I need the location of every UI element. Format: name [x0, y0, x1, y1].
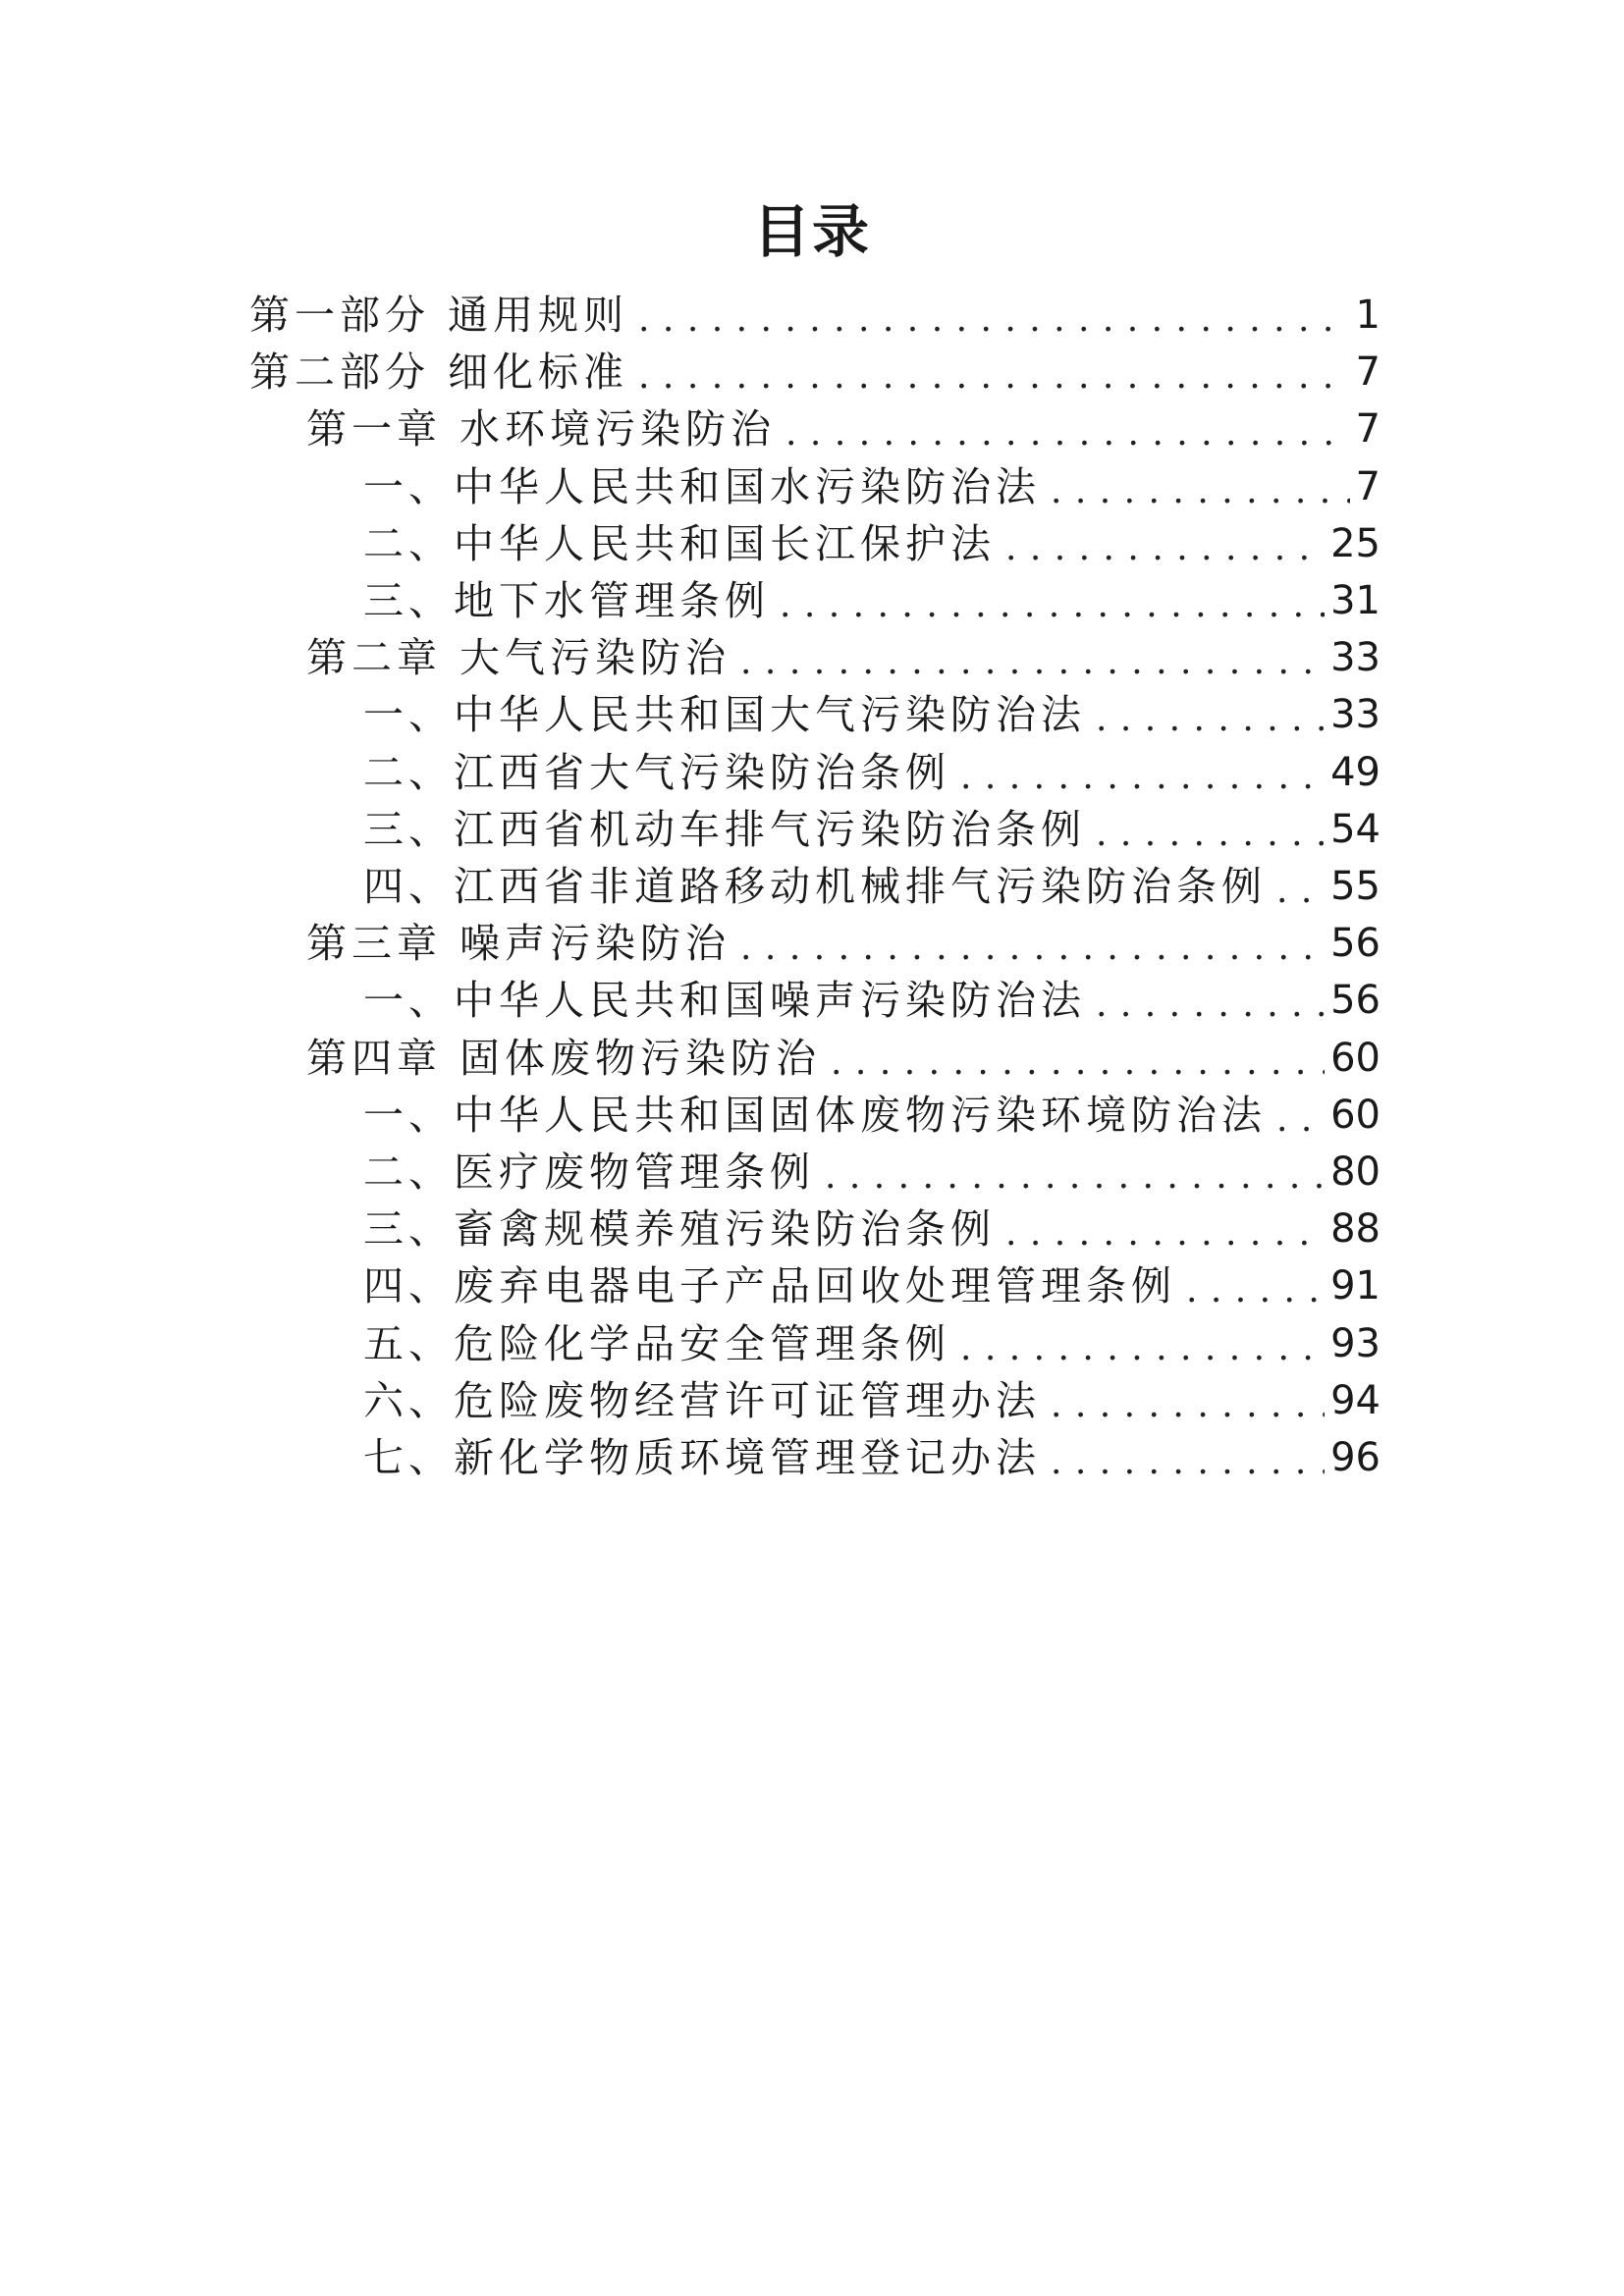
dot-leader — [1051, 1380, 1325, 1431]
toc-entry-page-number: 33 — [1330, 692, 1380, 737]
toc-entry-page-number: 49 — [1330, 750, 1380, 795]
dot-leader — [1096, 809, 1325, 860]
toc-entry[interactable] — [306, 913, 1380, 974]
dot-leader — [740, 637, 1325, 688]
toc-entry[interactable] — [363, 970, 1380, 1031]
toc-entry-page-number: 94 — [1330, 1378, 1380, 1423]
toc-entry-label: 四、废弃电器电子产品回收处理管理条例 — [363, 1262, 1176, 1309]
toc-entry[interactable] — [363, 570, 1380, 631]
toc-entry[interactable] — [306, 1028, 1380, 1089]
dot-leader — [780, 580, 1325, 631]
toc-entry-page-number: 60 — [1330, 1093, 1380, 1138]
toc-entry-page-number: 31 — [1330, 578, 1380, 623]
toc-entry-label: 第三章 噪声污染防治 — [306, 920, 731, 967]
toc-entry-label: 一、中华人民共和国大气污染防治法 — [363, 691, 1086, 738]
toc-entry-page-number: 7 — [1355, 349, 1380, 395]
toc-entry-label: 三、畜禽规模养殖污染防治条例 — [363, 1205, 996, 1253]
dot-leader — [1186, 1265, 1325, 1316]
toc-entry[interactable] — [363, 1370, 1380, 1431]
toc-entry-label: 三、江西省机动车排气污染防治条例 — [363, 806, 1086, 853]
toc-entry-page-number: 1 — [1355, 293, 1380, 338]
dot-leader — [1051, 1437, 1325, 1488]
toc-entry-page-number: 60 — [1330, 1036, 1380, 1081]
toc-entry-page-number: 91 — [1330, 1263, 1380, 1308]
dot-leader — [785, 408, 1350, 459]
toc-entry[interactable] — [363, 856, 1380, 917]
toc-title: 目录 — [752, 198, 871, 265]
toc-entry-label: 四、江西省非道路移动机械排气污染防治条例 — [363, 863, 1267, 910]
toc-entry-label: 一、中华人民共和国固体废物污染环境防治法 — [363, 1092, 1267, 1139]
dot-leader — [825, 1151, 1325, 1202]
toc-entry[interactable] — [363, 1313, 1380, 1374]
toc-entry-page-number: 7 — [1355, 464, 1380, 509]
toc-entry-page-number: 33 — [1330, 635, 1380, 680]
toc-entry-page-number: 96 — [1330, 1435, 1380, 1480]
dot-leader — [638, 294, 1350, 346]
toc-entry-label: 六、危险废物经营许可证管理办法 — [363, 1377, 1041, 1424]
toc-entry-page-number: 56 — [1330, 921, 1380, 966]
dot-leader — [960, 1323, 1325, 1374]
toc-entry[interactable] — [363, 1427, 1380, 1488]
toc-entry-label: 三、地下水管理条例 — [363, 577, 770, 624]
toc-entry-label: 第一部分 通用规则 — [249, 292, 629, 339]
dot-leader — [1276, 866, 1325, 917]
toc-entry[interactable] — [363, 742, 1380, 803]
toc-entry-label: 第二章 大气污染防治 — [306, 634, 731, 681]
toc-entry-label: 二、医疗废物管理条例 — [363, 1148, 815, 1196]
toc-entry[interactable] — [249, 342, 1380, 402]
dot-leader — [1096, 694, 1325, 745]
toc-entry[interactable] — [363, 1142, 1380, 1202]
dot-leader — [831, 1038, 1325, 1089]
toc-entry[interactable] — [306, 399, 1380, 459]
toc-entry-page-number: 25 — [1330, 521, 1380, 566]
toc-entry-label: 二、江西省大气污染防治条例 — [363, 749, 950, 796]
dot-leader — [1096, 980, 1325, 1031]
toc-entry-page-number: 55 — [1330, 864, 1380, 909]
dot-leader — [1005, 523, 1325, 574]
toc-entry[interactable] — [363, 1199, 1380, 1259]
toc-entry-label: 第四章 固体废物污染防治 — [306, 1035, 822, 1082]
dot-leader — [960, 752, 1325, 803]
toc-entry-page-number: 80 — [1330, 1149, 1380, 1195]
toc-entry-label: 一、中华人民共和国水污染防治法 — [363, 463, 1041, 510]
toc-entry-page-number: 7 — [1355, 406, 1380, 452]
toc-entry[interactable] — [306, 627, 1380, 688]
toc-entry[interactable] — [249, 285, 1380, 346]
toc-entry[interactable] — [363, 684, 1380, 745]
toc-entry[interactable] — [363, 456, 1380, 517]
dot-leader — [1051, 466, 1350, 517]
toc-entry-label: 第一章 水环境污染防治 — [306, 405, 777, 453]
toc-entry-label: 五、危险化学品安全管理条例 — [363, 1320, 950, 1367]
toc-entry-page-number: 88 — [1330, 1206, 1380, 1252]
dot-leader — [1276, 1095, 1325, 1146]
toc-entry-label: 二、中华人民共和国长江保护法 — [363, 520, 996, 567]
toc-entry-label: 一、中华人民共和国噪声污染防治法 — [363, 977, 1086, 1024]
toc-entry[interactable] — [363, 513, 1380, 574]
toc-entry[interactable] — [363, 799, 1380, 860]
toc-entry[interactable] — [363, 1255, 1380, 1316]
dot-leader — [740, 923, 1325, 974]
toc-entry-page-number: 93 — [1330, 1321, 1380, 1366]
toc-entry[interactable] — [363, 1085, 1380, 1146]
toc-entry-page-number: 54 — [1330, 807, 1380, 852]
toc-entry-label: 第二部分 细化标准 — [249, 348, 629, 396]
toc-entry-label: 七、新化学物质环境管理登记办法 — [363, 1434, 1041, 1481]
toc-entry-page-number: 56 — [1330, 978, 1380, 1023]
dot-leader — [638, 351, 1350, 402]
dot-leader — [1005, 1208, 1325, 1259]
